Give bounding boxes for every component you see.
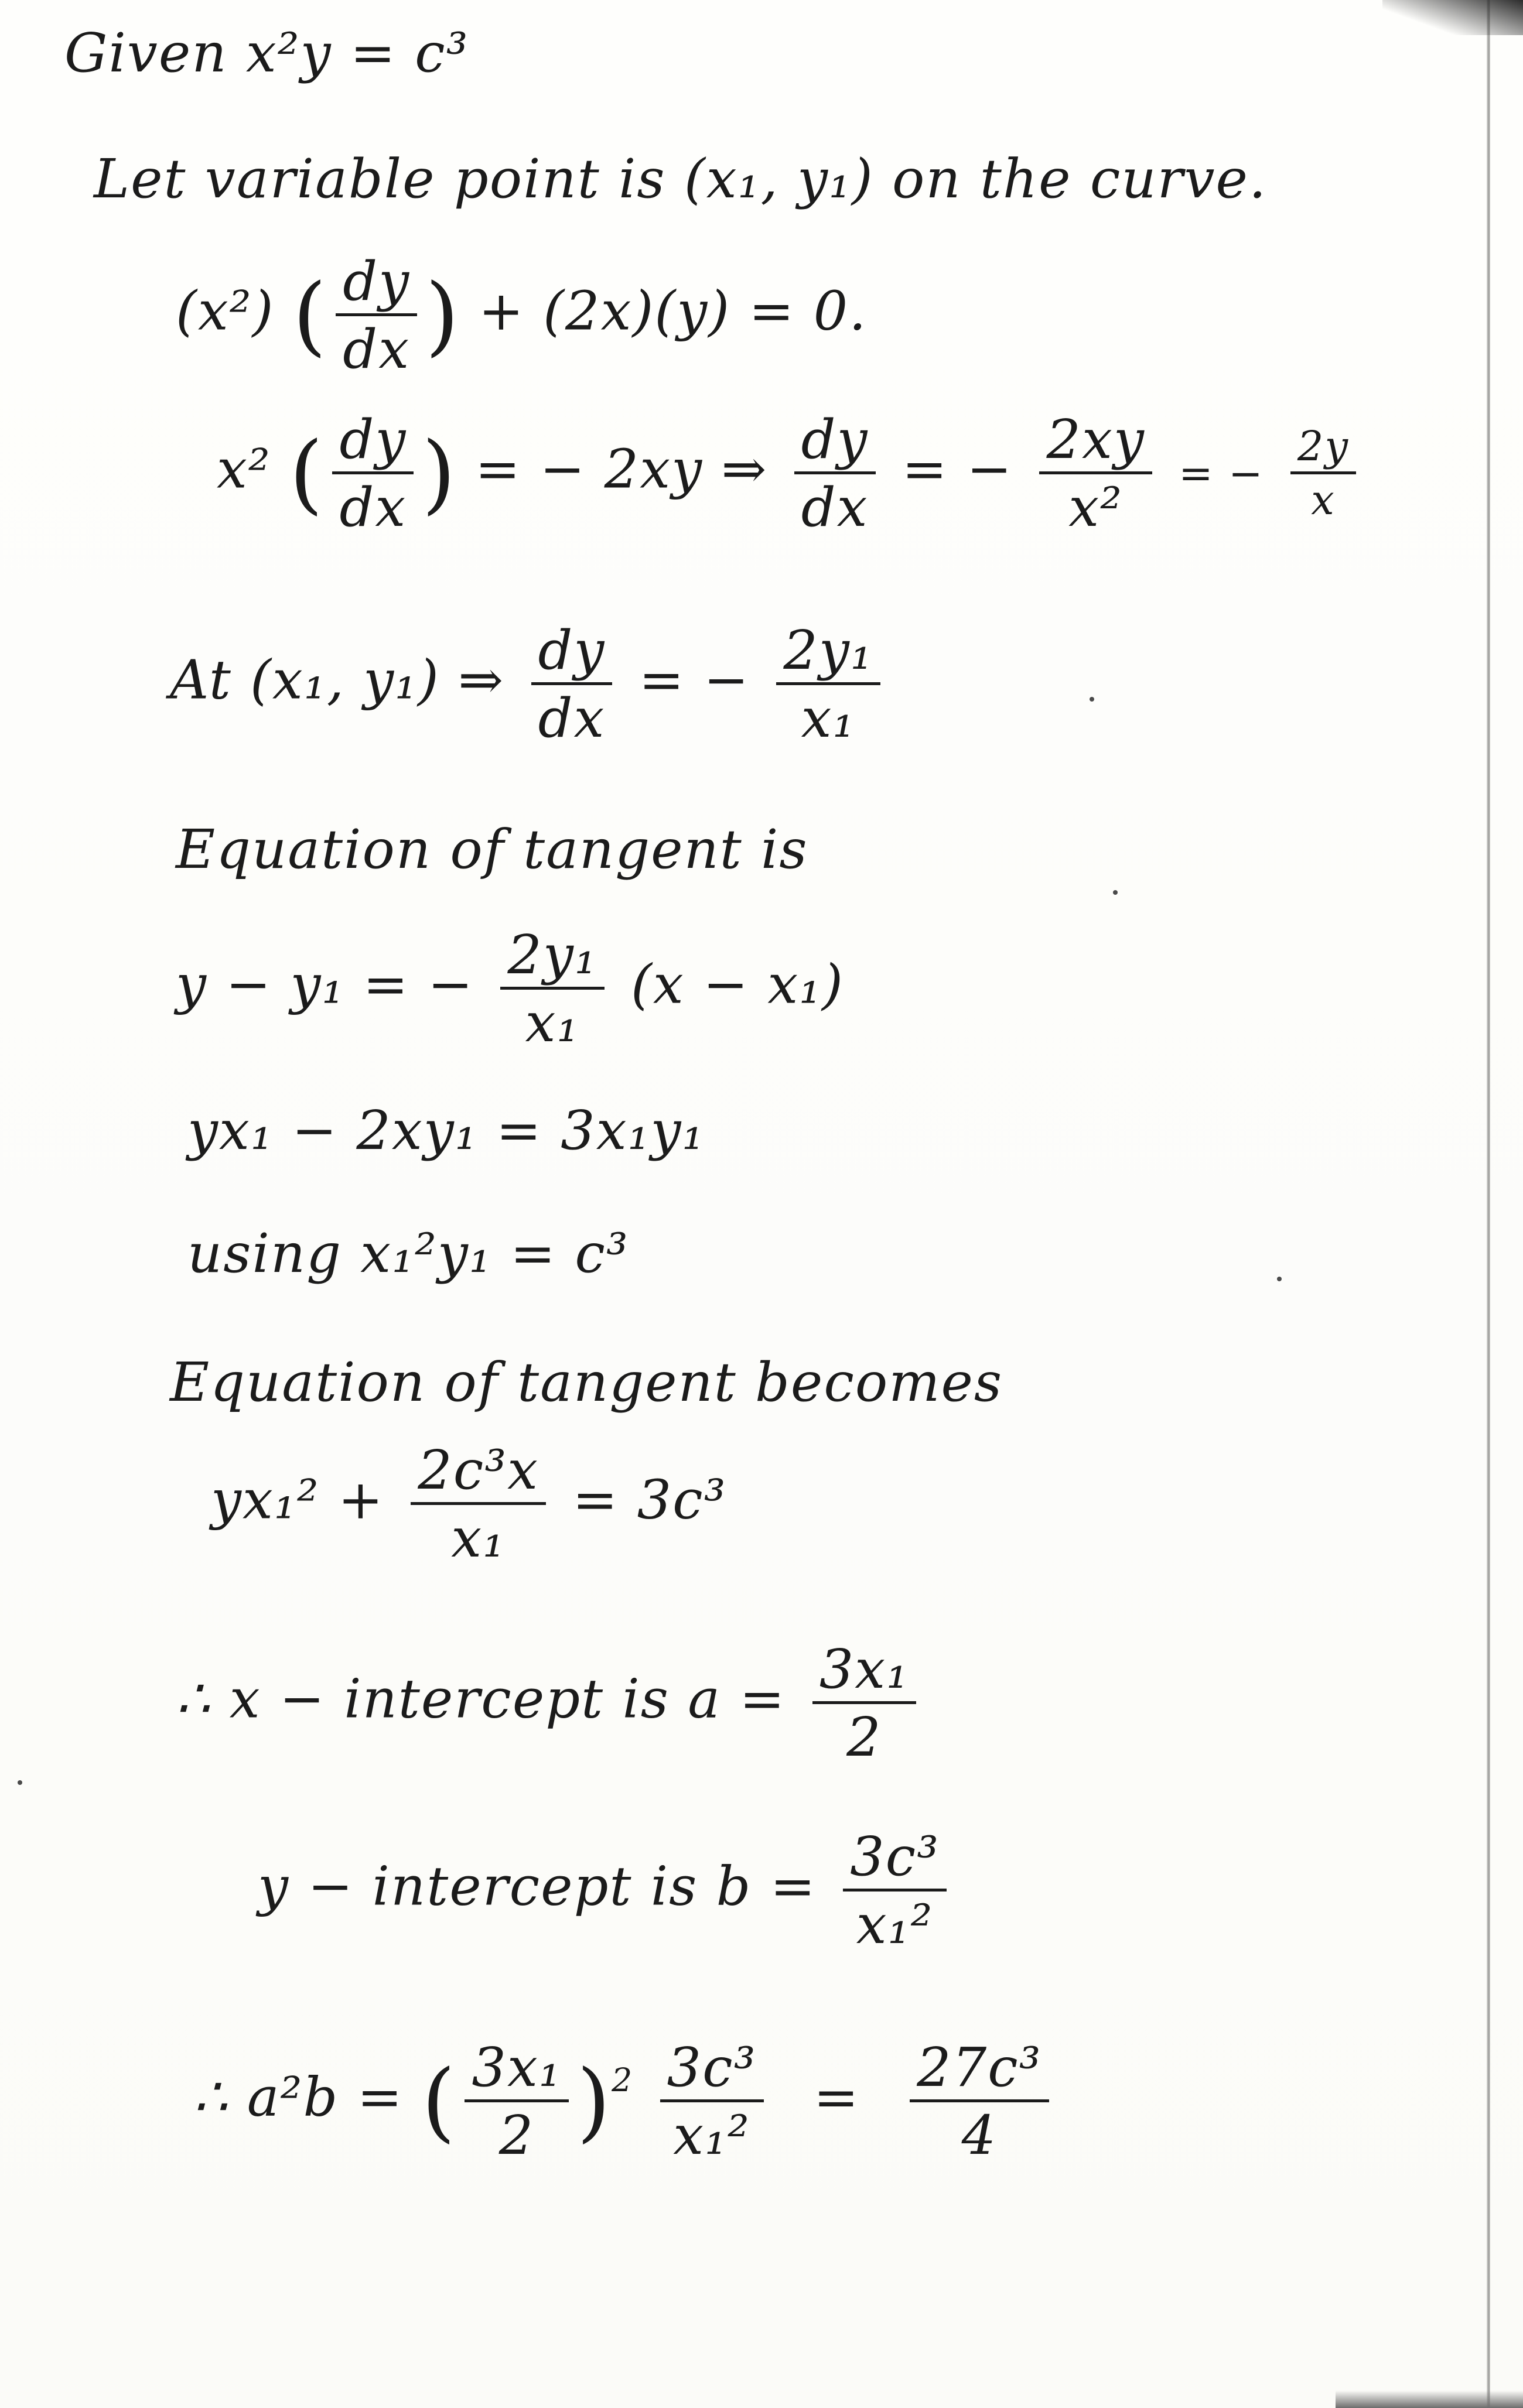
line-x-intercept (176, 1640, 924, 1767)
eq2-eq2: = − (1179, 449, 1264, 498)
line-let-point (94, 149, 1267, 208)
eq2-eq: = − (901, 437, 1013, 501)
final-fraction-2: $\frac{\text{3c³}}{\text{x₁²}}$ (660, 2038, 764, 2165)
diff-right: + (2x)(y) = 0. (478, 279, 868, 343)
tan1-right: (x − x₁) (630, 953, 844, 1016)
line-using (187, 1224, 629, 1283)
pen-dot (1277, 1277, 1282, 1281)
let-point-text: Let variable point is (x₁, y₁) on the curve. (94, 148, 1268, 210)
eq2-mid: = − 2xy ⇒ (475, 437, 768, 501)
final-fraction-3: $\frac{\text{27c³}}{4}$ (910, 2038, 1049, 2165)
pen-dot (1113, 890, 1118, 895)
line-given (64, 23, 469, 83)
page-corner-shadow (1382, 0, 1523, 35)
becomes-text: Equation of tangent becomes (170, 1351, 1003, 1414)
using-text: using x₁²y₁ = c³ (187, 1222, 629, 1285)
at-fraction-2: $\frac{\text{2y₁}}{\text{x₁}}$ (776, 621, 880, 748)
x-int-fraction: $\frac{\text{3x₁}}{2}$ (812, 1640, 916, 1767)
line-at-point (170, 621, 889, 748)
pen-dot (18, 1780, 22, 1785)
y-int-fraction: $\frac{\text{3c³}}{\text{x₁²}}$ (843, 1827, 947, 1954)
diff-left: (x²) (176, 279, 275, 343)
page-margin-line (1487, 0, 1490, 2408)
line-tangent-1 (176, 923, 844, 1055)
given-text: Given x²y = c³ (64, 22, 469, 84)
y-int-left: y − intercept is b = (258, 1855, 817, 1918)
line-final: ∴ a²b = ( $\frac{\text{3x₁}}{2}$ )$^2$ $\frac{\text{3c³}}{\text{x₁²}}$ = $\frac{\text{27c³}}{4}$ (193, 2038, 1057, 2165)
eq2-fraction-1: $\frac{dy}{dx}$ (332, 410, 414, 537)
at-eq: = − (638, 648, 750, 712)
final-left: ∴ a²b = (193, 2065, 404, 2129)
line-eq-tangent (176, 820, 808, 879)
tan1-left: y − y₁ = − (176, 953, 474, 1016)
becomes-right: = 3c³ (572, 1468, 727, 1531)
line-becomes (170, 1353, 1003, 1412)
final-eq: = (813, 2065, 860, 2129)
final-fraction-1: $\frac{\text{3x₁}}{2}$ (465, 2038, 568, 2165)
line-y-intercept (258, 1827, 955, 1954)
pen-dot (1090, 697, 1094, 702)
final-power: 2 (612, 2062, 634, 2100)
page-bottom-shadow (1336, 2390, 1523, 2408)
eq2-fraction-2: $\frac{dy}{dx}$ (794, 410, 876, 537)
eq2-fraction-3: $\frac{2xy}{\text{x²}}$ (1039, 410, 1152, 537)
line-tangent-2 (187, 1101, 705, 1160)
at-fraction-1: $\frac{dy}{dx}$ (531, 621, 613, 748)
eq2-fraction-4: $\frac{2y}{x}$ (1290, 424, 1356, 523)
becomes-left: yx₁² + (211, 1468, 384, 1531)
line-differentiation: (x²) ( $\frac{dy}{dx}$ ) + (2x)(y) = 0. (176, 250, 868, 381)
line-derivative: x² ( $\frac{dy}{dx}$ ) = − 2xy ⇒ $\frac{dy}{dx}$ = − $\frac{2xy}{\text{x²}}$ = − $\frac{2y}{x}$ (217, 410, 1364, 537)
at-point-text: At (x₁, y₁) ⇒ (170, 648, 505, 712)
becomes-fraction: $\frac{\text{2c³x}}{\text{x₁}}$ (411, 1441, 546, 1568)
x-int-left: ∴ x − intercept is a = (176, 1667, 786, 1730)
eq2-left: x² (217, 437, 271, 501)
diff-fraction: $\frac{dy}{dx}$ (336, 252, 417, 379)
tan2-text: yx₁ − 2xy₁ = 3x₁y₁ (187, 1099, 705, 1162)
line-becomes-eq (211, 1441, 727, 1568)
tan1-fraction: $\frac{\text{2y₁}}{\text{x₁}}$ (500, 925, 604, 1052)
eq-tangent-text: Equation of tangent is (176, 818, 808, 881)
